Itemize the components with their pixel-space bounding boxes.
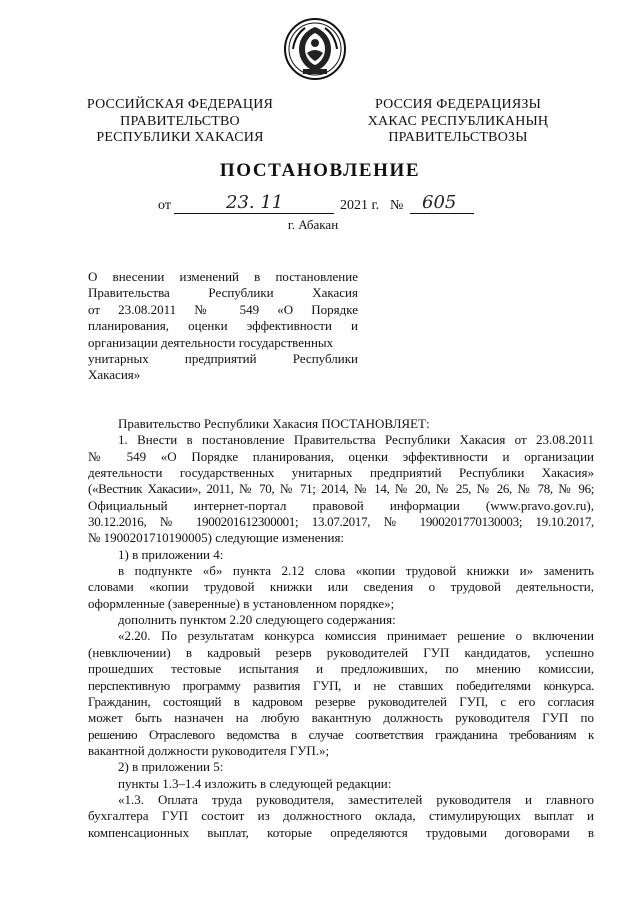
subject-line: организации деятельности государственных [88,334,334,350]
body-line: № 1900201710190005) следующие изменения: [88,530,345,546]
header-left-line: РОССИЙСКАЯ ФЕДЕРАЦИЯ [86,97,274,112]
number-sign: № [390,198,404,213]
number-underline [410,213,474,214]
body-line: 1) в приложении 4: [118,546,224,562]
document-subject [88,269,358,384]
body-line: решению Отраслевого ведомства в случае соответствия гражданина требованиям к [88,726,594,742]
header-right-line: ПРАВИТЕЛЬСТВОЗЫ [388,130,528,145]
document-body [88,416,594,841]
subject-line: Правительства Республики Хакасия [88,285,358,301]
body-line: дополнить пунктом 2.20 следующего содержания: [118,612,396,628]
header-left-ru [80,97,280,147]
document-title: ПОСТАНОВЛЕНИЕ [219,160,421,181]
subject-line: от 23.08.2011 № 549 «О Порядке [88,301,358,317]
body-line: вакантной должности руководителя ГУП.»; [88,742,330,758]
body-line: «1.3. Оплата труда руководителя, заместителей руководителя и главного [118,791,594,807]
body-line: бухгалтера ГУП состоит из должностного оклада, стимулирующих выплат и [88,808,594,824]
body-line: (невключении) в кадровый резерв руководителей ГУП кандидатов, успешно [88,644,594,660]
subject-line: Хакасия» [88,367,141,383]
body-line: может быть назначен на любую вакантную должность руководителя ГУП по [88,710,594,726]
date-prefix: от [158,198,171,213]
body-line: деятельности государственных унитарных предприятий Республики Хакасия» [88,465,594,481]
body-line: Правительство Республики Хакасия ПОСТАНОВЛЯЕТ: [118,416,430,431]
subject-line: О внесении изменений в постановление [88,269,358,284]
city-label: г. Абакан [287,217,339,232]
body-line: перспективную программу развития ГУП, и не ставших победителями конкурса. [88,677,594,693]
subject-line: планирования, оценки эффективности и [88,318,358,334]
handwritten-date: 23. 11 [226,192,284,213]
body-line: компенсационных выплат, которые определяются трудовыми договорами в [88,824,594,840]
body-line: в подпункте «б» пункта 2.12 слова «копии трудовой книжки и» заменить [118,563,594,579]
body-line: Официальный интернет-портал правовой информации (www.pravo.gov.ru), [88,497,594,513]
coat-of-arms-icon [283,17,347,81]
body-line: № 549 «О Порядке планирования, оценки эффективности и организации [88,448,594,464]
header-right-line: РОССИЯ ФЕДЕРАЦИЯЗЫ [374,97,542,112]
body-line: 1. Внести в постановление Правительства Республики Хакасия от 23.08.2011 [118,432,594,448]
body-line: 2) в приложении 5: [118,759,224,775]
date-underline [174,213,334,214]
body-line: пункты 1.3–1.4 изложить в следующей редакции: [118,775,392,791]
subject-line: унитарных предприятий Республики [88,350,358,366]
header-left-line: РЕСПУБЛИКИ ХАКАСИЯ [96,130,264,145]
header-left-line: ПРАВИТЕЛЬСТВО [120,113,240,129]
body-line: 30.12.2016, № 1900201612300001; 13.07.2017, № 1900201770130003; 19.10.2017, [88,514,594,530]
body-line: оформленные (заверенные) в установленном порядке»; [88,595,395,611]
body-line: («Вестник Хакасии», 2011, № 70, № 71; 2014, № 14, № 20, № 25, № 26, № 78, № 96; [88,481,594,497]
body-line: словами «копии трудовой книжки или сведения о трудовой деятельности, [88,579,594,595]
body-line: прошедших тестовые испытания и предложивших, по мнению комиссии, [88,661,594,677]
body-line: Гражданин, состоящий в кадровом резерве руководителей ГУП, с его согласия [88,693,594,709]
handwritten-number: 605 [422,192,457,213]
header-right-kjh [348,97,568,147]
year-label: 2021 г. [340,198,380,213]
header-right-line: ХАКАС РЕСПУБЛИКАНЫҢ [367,113,549,129]
body-line: «2.20. По результатам конкурса комиссия принимает решение о включении [118,628,594,644]
